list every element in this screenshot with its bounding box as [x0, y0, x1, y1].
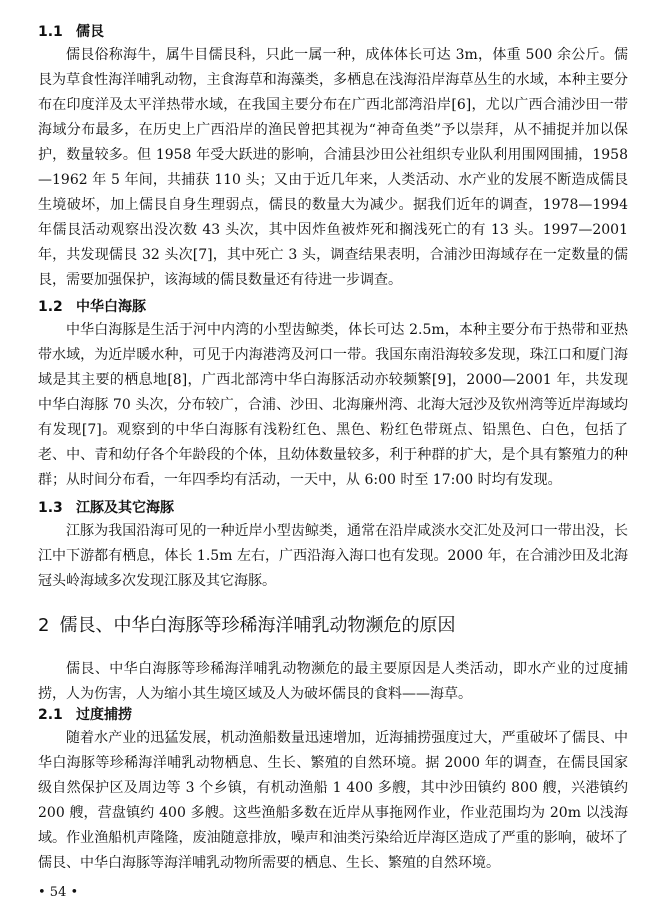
section-1-3-paragraph: 江豚为我国沿海可见的一种近岸小型齿鲸类，通常在沿岸咸淡水交汇处及河口一带出没，长江中下游都有栖息，体长 1.5m 左右，广西沿海入海口也有发现。2000 年，在合浦沙田及北海冠头岭海域多次发现江豚及其它海豚。 — [38, 523, 628, 589]
section-1-3-heading — [38, 498, 174, 518]
section-1-1-heading — [38, 22, 104, 42]
section-title: 儒艮、中华白海豚等珍稀海洋哺乳动物濒危的原因 — [59, 615, 456, 636]
section-2-heading — [38, 613, 455, 639]
section-title: 江豚及其它海豚 — [76, 500, 174, 516]
section-number: 1.3 — [38, 500, 63, 516]
section-number: 1.1 — [38, 24, 63, 40]
section-title: 中华白海豚 — [76, 299, 146, 315]
section-number: 1.2 — [38, 299, 63, 315]
section-number: 2.1 — [38, 707, 63, 723]
section-number: 2 — [38, 615, 50, 636]
section-1-2-heading — [38, 297, 146, 317]
section-2-1-heading — [38, 705, 132, 725]
section-title: 过度捕捞 — [76, 707, 132, 723]
section-1-1-paragraph: 儒艮俗称海牛，属牛目儒艮科，只此一属一种，成体体长可达 3m，体重 500 余公斤。儒艮为草食性海洋哺乳动物，主食海草和海藻类，多栖息在浅海沿岸海草丛生的水域，本种主要分布在印度洋及太平洋热带水域，在我国主要分布在广西北部湾沿岸[6]，尤以广西合浦沙田一带海域分布最多，在历史上广西沿岸的渔民曾把其视为“神奇鱼类”予以崇拜，从不捕捉并加以保护，数量较多。但 1958 年受大跃进的影响，合浦县沙田公社组织专业队利用围网围捕，1958—1962 年 5 年间，共捕获 110 头；又由于近几年来，人类活动、水产业的发展不断造成儒艮生境破坏，加上儒艮自身生理弱点，儒艮的数量大为减少。据我们近年的调查，1978—1994 年儒艮活动观察出没次数 43 头次，其中因炸鱼被炸死和搁浅死亡的有 13 头。1997—2001 年，共发现儒艮 32 头次[7]，其中死亡 3 头，调查结果表明，合浦沙田海域存在一定数量的儒艮，需要加强保护，该海域的儒艮数量还有待进一步调查。 — [38, 47, 628, 288]
page-number: • 54 • — [38, 885, 79, 900]
section-2-1-paragraph: 随着水产业的迅猛发展，机动渔船数量迅速增加，近海捕捞强度过大，严重破坏了儒艮、中华白海豚等珍稀海洋哺乳动物栖息、生长、繁殖的自然环境。据 2000 年的调查，在儒艮国家级自然保护区及周边等 3 个乡镇，有机动渔船 1 400 多艘，其中沙田镇约 800 艘，兴港镇约 200 艘，营盘镇约 400 多艘。这些渔船多数在近岸从事拖网作业，作业范围均为 20m 以浅海域。作业渔船机声隆隆，废油随意排放，噪声和油类污染给近岸海区造成了严重的影响，破坏了儒艮、中华白海豚等海洋哺乳动物所需要的栖息、生长、繁殖的自然环境。 — [38, 730, 628, 871]
section-title: 儒艮 — [76, 24, 104, 40]
section-2-paragraph: 儒艮、中华白海豚等珍稀海洋哺乳动物濒危的最主要原因是人类活动，即水产业的过度捕捞，人为伤害，人为缩小其生境区域及人为破坏儒艮的食料——海草。 — [38, 661, 628, 702]
section-1-2-paragraph: 中华白海豚是生活于河中内湾的小型齿鲸类，体长可达 2.5m，本种主要分布于热带和亚热带水域，为近岸暖水种，可见于内海港湾及河口一带。我国东南沿海较多发现，珠江口和厦门海域是其主要的栖息地[8]，广西北部湾中华白海豚活动亦较频繁[9]，2000—2001 年，共发现中华白海豚 70 头次，分布较广，合浦、沙田、北海廉州湾、北海大冠沙及钦州湾等近岸海域均有发现[7]。观察到的中华白海豚有浅粉红色、黑色、粉红色带斑点、铅黑色、白色，包括了老、中、青和幼仔各个年龄段的个体，且幼体数量较多，利于种群的扩大，是个具有繁殖力的种群；从时间分布看，一年四季均有活动，一天中，从 6:00 时至 17:00 时均有发现。 — [38, 322, 628, 488]
